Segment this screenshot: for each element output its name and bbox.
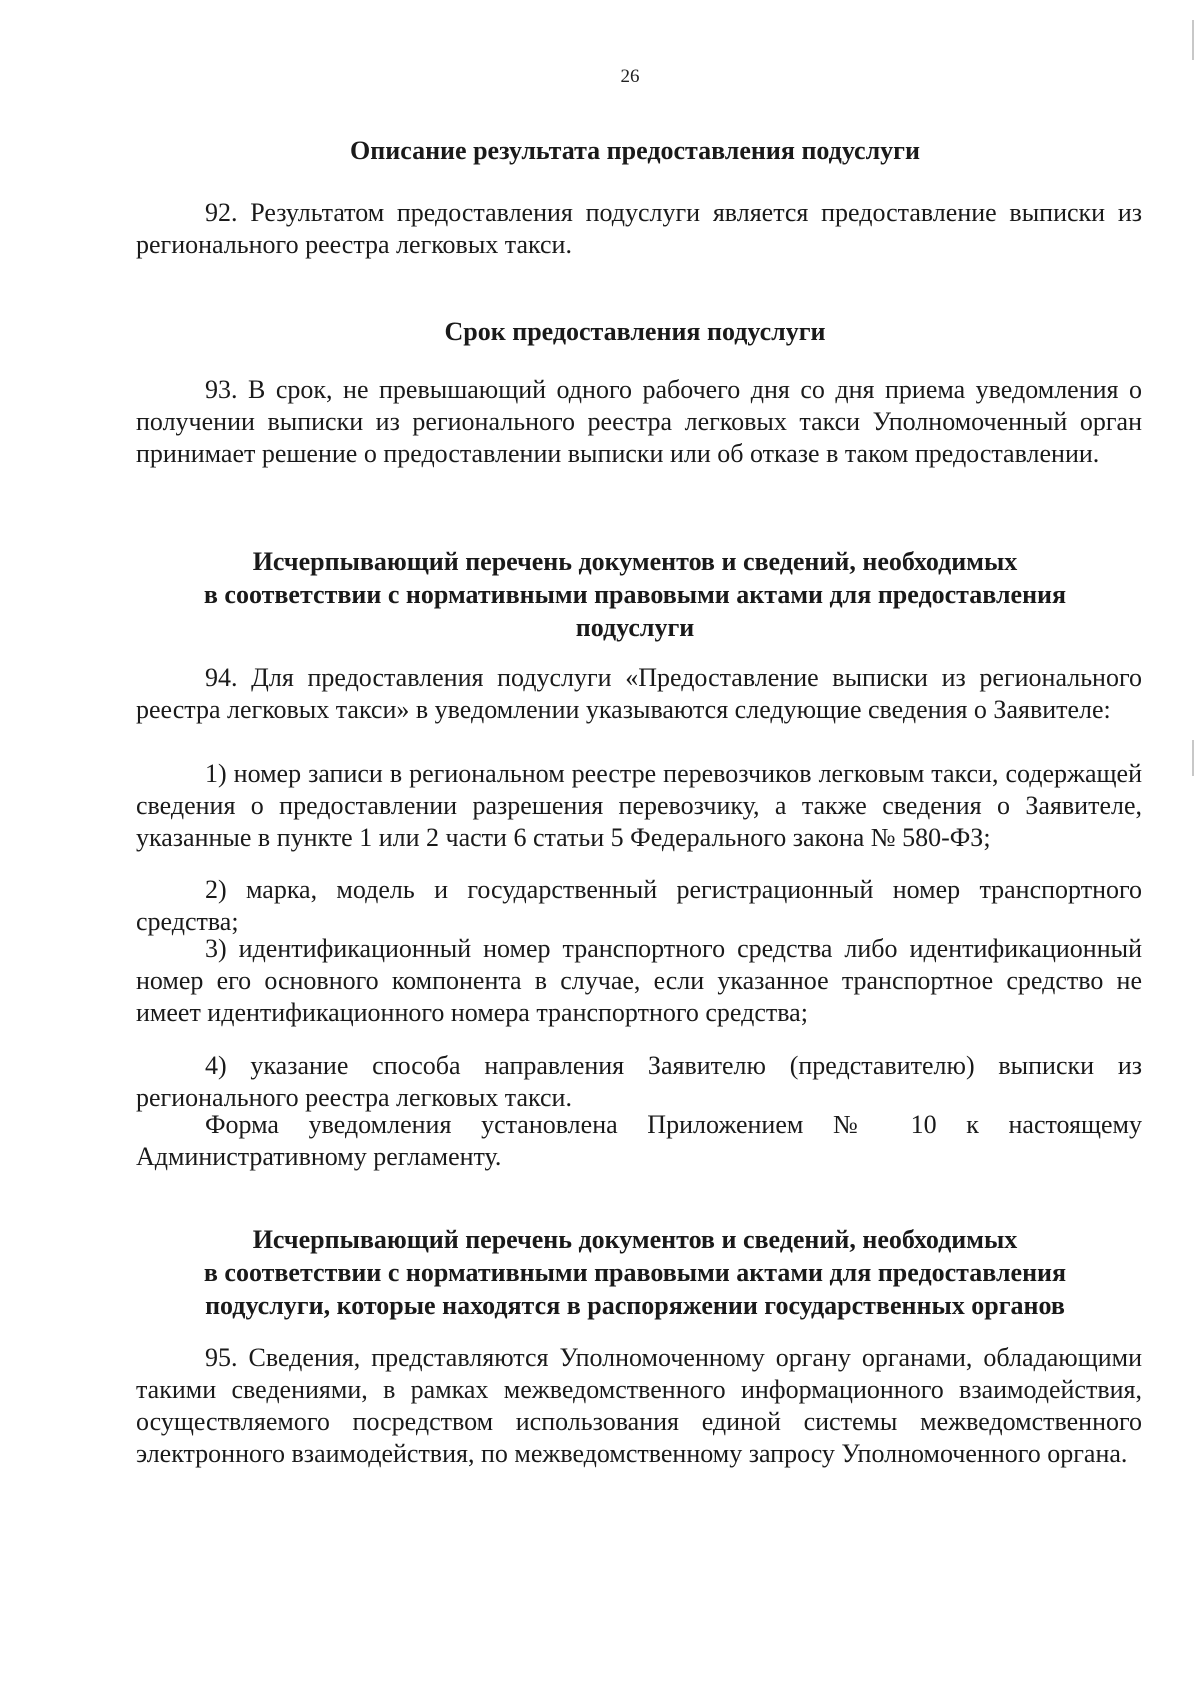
section-heading-term: Срок предоставления подуслуги (444, 317, 826, 346)
form-reference: Форма уведомления установлена Приложением № 10 к настоящему Административному регламенту. (136, 1110, 1142, 1171)
heading-line: Исчерпывающий перечень документов и сведений, необходимых (252, 547, 1018, 576)
heading-line: в соответствии с нормативными правовыми актами для предоставления (203, 580, 1067, 609)
list-item-4: 4) указание способа направления Заявителю (представителю) выписки из регионального реестра легковых такси. (136, 1051, 1142, 1112)
heading-line: Исчерпывающий перечень документов и сведений, необходимых (252, 1225, 1018, 1254)
paragraph-95: 95. Сведения, представляются Уполномоченному органу органами, обладающими такими сведениями, в рамках межведомственного информационного взаимодействия, осуществляемого посредством использования единой системы межведомственного электронного взаимодействия, по межведомственному запросу Уполномоченного органа. (136, 1343, 1142, 1468)
scan-artifact (1192, 740, 1194, 776)
paragraph-92: 92. Результатом предоставления подуслуги является предоставление выписки из регионального реестра легковых такси. (136, 198, 1142, 259)
scan-artifact (1192, 20, 1194, 60)
list-item-3: 3) идентификационный номер транспортного средства либо идентификационный номер его основного компонента в случае, если указанное транспортное средство не имеет идентификационного номера транспортного средства; (136, 934, 1142, 1027)
heading-line: подуслуги (575, 613, 695, 642)
heading-line: подуслуги, которые находятся в распоряжении государственных органов (205, 1291, 1065, 1320)
section-heading-documents (130, 545, 1140, 644)
paragraph-94: 94. Для предоставления подуслуги «Предоставление выписки из регионального реестра легковых такси» в уведомлении указываются следующие сведения о Заявителе: (136, 663, 1142, 724)
section-heading-result: Описание результата предоставления подуслуги (350, 136, 920, 165)
section-heading-state-documents (130, 1223, 1140, 1322)
page-number: 26 (620, 66, 640, 87)
list-item-2: 2) марка, модель и государственный регистрационный номер транспортного средства; (136, 875, 1142, 936)
heading-line: в соответствии с нормативными правовыми актами для предоставления (203, 1258, 1067, 1287)
list-item-1: 1) номер записи в региональном реестре перевозчиков легковым такси, содержащей сведения о предоставлении разрешения перевозчику, а также сведения о Заявителе, указанные в пункте 1 или 2 части 6 статьи 5 Федерального закона № 580-ФЗ; (136, 759, 1142, 852)
paragraph-93: 93. В срок, не превышающий одного рабочего дня со дня приема уведомления о получении выписки из регионального реестра легковых такси Уполномоченный орган принимает решение о предоставлении выписки или об отказе в таком предоставлении. (136, 375, 1142, 468)
